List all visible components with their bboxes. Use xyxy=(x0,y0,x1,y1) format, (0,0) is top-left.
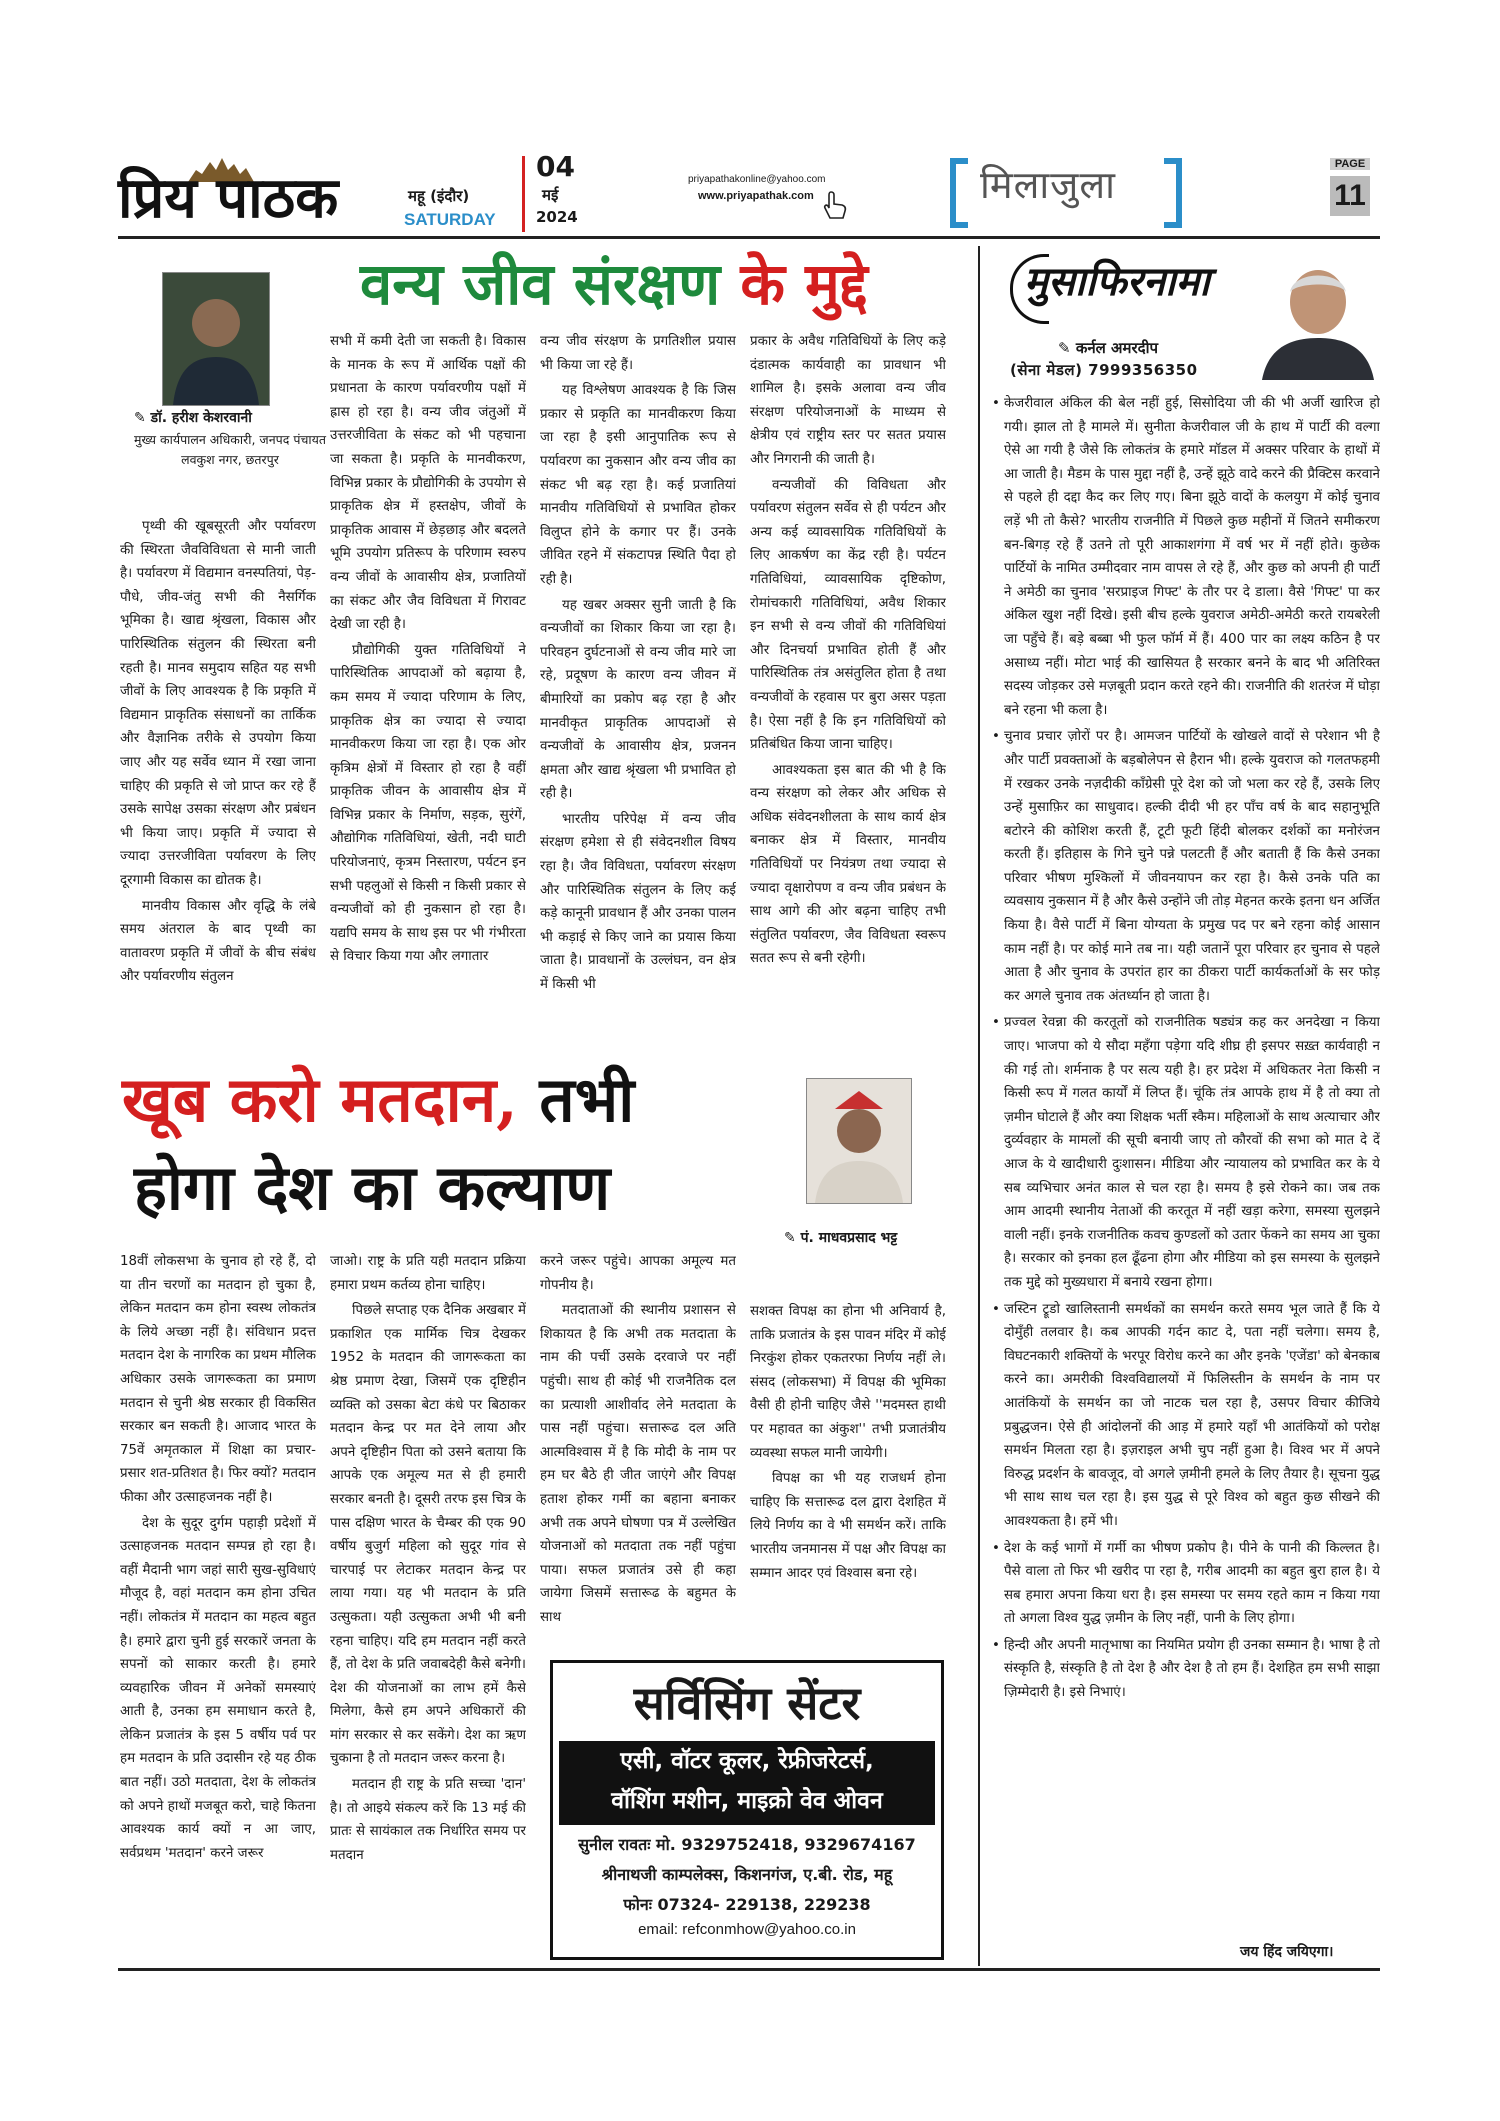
city-label: महू (इंदौर) xyxy=(408,187,470,205)
section-bracket-left xyxy=(950,158,968,228)
article1-headline xyxy=(360,248,868,320)
article1-col2-p1: सभी में कमी देती जा सकती है। विकास के मानक के रूप में आर्थिक पक्षों की प्रधानता के कारण पर्यावरणीय पक्षों में ह्रास हो रहा है। वन्य जीव जंतुओं में उत्तरजीविता के संकट को भी पहचाना जा सकता है। प्रकृति के मानवीकरण, विभिन्न प्रकार के प्रौद्योगिकी के उपयोग से प्राकृतिक क्षेत्र में हस्तक्षेप, जीवों के प्राकृतिक आवास में छेड़छाड़ और बदलते भूमि उपयोग प्रतिरूप के परिणाम स्वरुप वन्य जीवों के आवासीय क्षेत्र, प्रजातियों का संकट और जैव विविधता में गिरावट देखी जा रही है। xyxy=(330,334,526,633)
article2-col1-p2: देश के सुदूर दुर्गम पहाड़ी प्रदेशों में उत्साहजनक मतदान सम्पन्न हो रहा है। वहीं मैदानी भाग जहां सारी सुख-सुविधाएं मौजूद है, वहां मतदान कम होना उचित नहीं। लोकतंत्र में मतदान का महत्व बहुत है। हमारे द्वारा चुनी हुई सरकारें जनता के सपनों को साकार करती है। हमारे व्यवहारिक जीवन में अनेकों समस्याएं आती है, उनका हम समाधान करते है, लेकिन प्रजातंत्र के इस 5 वर्षीय पर्व पर हम मतदान के प्रति उदासीन रहे यह ठीक बात नहीं। उठो मतदाता, देश के लोकतंत्र को अपने हाथों मजबूत करो, चाहे कितना आवश्यक कार्य क्यों न आ जाए, सर्वप्रथम 'मतदान' करने जरूर xyxy=(120,1515,316,1861)
article1-col2-p2: प्रौद्योगिकी युक्त गतिविधियों ने पारिस्थितिक आपदाओं को बढ़ाया है, कम समय में ज्यादा परिणाम के लिए, प्राकृतिक क्षेत्र का ज्यादा से ज्यादा मानवीकरण किया जा रहा है। एक ओर कृत्रिम क्षेत्रों में विस्तार हो रहा है वहीं प्राकृतिक जीवन के आवासीय क्षेत्र में विभिन्न प्रकार के निर्माण, सड़क, सुरंगें, औद्योगिक गतिविधियां, खेती, नदी घाटी परियोजनाएं, कृत्रम निस्तारण, पर्यटन इन सभी पहलुओं से किसी न किसी प्रकार से वन्यजीवों को ही नुकसान हो रहा है। यद्यपि समय के साथ इस पर भी गंभीरता से विचार किया गया और लगातार xyxy=(330,642,526,965)
article1-col1 xyxy=(120,515,316,1055)
footer-rule xyxy=(118,1968,1380,1971)
article2-col3 xyxy=(540,1250,736,1654)
column-author-byline xyxy=(1058,338,1158,358)
article1-col3-p1: वन्य जीव संरक्षण के प्रगतिशील प्रयास भी किया जा रहे हैं। xyxy=(540,334,736,373)
article2-col4-p2: विपक्ष का भी यह राजधर्म होना चाहिए कि सत्तारूढ दल द्वारा देशहित में लिये निर्णय का वे भी समर्थन करें। ताकि भारतीय जनमानस में पक्ष और विपक्ष का सम्मान आदर एवं विश्वास बना रहे। xyxy=(750,1471,946,1581)
masthead-rule xyxy=(118,236,1380,239)
article2-headline-line1 xyxy=(122,1060,634,1140)
column-bullet-5: • देश के कई भागों में गर्मी का भीषण प्रकोप है। पीने के पानी की किल्लत है। पैसे वाला तो फिर भी खरीद पा रहा है, गरीब आदमी का बहुत बुरा हाल है। ये सब हमारा अपना किया धरा है। इस समस्या पर समय रहते काम न किया गया तो अगला विश्व युद्ध ज़मीन के लिए नहीं, पानी के लिए होगा। xyxy=(992,1537,1380,1631)
author-photo-harish xyxy=(162,272,270,406)
ad-contact: सुनील रावतः मो. 9329752418, 9329674167 xyxy=(578,1835,916,1854)
column-bullet-6: • हिन्दी और अपनी मातृभाषा का नियमित प्रयोग ही उनका सम्मान है। भाषा है तो संस्कृति है, संस्कृति है तो देश है और देश है तो हम हैं। देशहित हम सभी साझा ज़िम्मेदारी है। इसे निभाएं। xyxy=(992,1634,1380,1705)
ad-title: सर्विसिंग सेंटर xyxy=(633,1676,861,1730)
article1-col4-p3: आवश्यकता इस बात की भी है कि वन्य संरक्षण को लेकर और अधिक से अधिक संवेदनशीलता के साथ कार्य क्षेत्र बनाकर क्षेत्र में विस्तार, मानवीय गतिविधियों पर नियंत्रण तथा ज्यादा से ज्यादा वृक्षारोपण व वन्य जीव प्रबंधन के साथ आगे की ओर बढ़ना चाहिए तभी संतुलित पर्यावरण, जैव विविधता स्वरूप सतत रूप से बनी रहेगी। xyxy=(750,762,946,967)
article1-col1-p2: मानवीय विकास और वृद्धि के लंबे समय अंतराल के बाद पृथ्वी का वातावरण प्रकृति में जीवों के बीच संबंध और पर्यावरणीय संतुलन xyxy=(120,898,316,985)
article2-headline-line2: होगा देश का कल्याण xyxy=(134,1151,611,1224)
column-title: मुसाफिरनामा xyxy=(1024,258,1210,305)
article1-col3 xyxy=(540,330,736,1054)
article1-headline-green: वन्य जीव संरक्षण xyxy=(360,250,721,318)
page-number: 11 xyxy=(1330,176,1370,216)
article1-col4 xyxy=(750,330,946,1054)
ad-services-line1: एसी, वॉटर कूलर, रेफ्रीजरेटर्स, xyxy=(620,1748,874,1774)
column-body xyxy=(992,392,1380,1940)
ad-email[interactable]: email: refconmhow@yahoo.co.in xyxy=(638,1921,856,1938)
article1-headline-red: के मुद्दे xyxy=(740,250,868,318)
column-bullet-1: • केजरीवाल अंकिल की बेल नहीं हुई, सिसोदिया जी की भी अर्जी खारिज हो गयी। झाल तो है मामले में। सुनीता केजरीवाल जी के हाथ में पार्टी की वल्गा ऐसे आ गयी है जैसे कि लोकतंत्र के हमारे मॉडल में अक्सर परिवार के हाथों में आ जाती है। मैडम के पास मुद्दा नहीं है, उन्हें झूठे वादे करने की प्रैक्टिस करवाने से पहले ही दद्दा कैद कर लिए गए। बिना झूठे वादों के कलयुग में कोई चुनाव लड़ें भी तो कैसे? भारतीय राजनीति में पिछले कुछ महीनों में जितने समीकरण बन-बिगड़ रहे हैं उतने तो पूरी आकाशगंगा में वर्ष भर में नहीं होते। कुछेक पार्टियों के नामित उम्मीदवार नाम वापस ले रहे हैं, और कुछ को अपनी ही पार्टी ने अमेठी का चुनाव 'सरप्राइज गिफ्ट' के तौर पर दे डाला। वैसे 'गिफ्ट' पा कर अंकिल खुश नहीं दिखे। इसी बीच हल्के युवराज अमेठी-अमेठी करते रायबरेली जा पहुँचे हैं। बड़े बब्बा भी फुल फॉर्म में हैं। 400 पार का लक्ष्य कठिन है पर असाध्य नहीं। मोटा भाई की खासियत है सरकार बनने के बाद भी अतिरिक्त सदस्य जोड़कर उसे मज़बूती प्रदान करते रहने की। राजनीति की शतरंज में घोड़ा बने रहना भी कला है। xyxy=(992,392,1380,722)
article2-col4-p1: सशक्त विपक्ष का होना भी अनिवार्य है, ताकि प्रजातंत्र के इस पावन मंदिर में कोई निरकुंश होकर एकतरफा निर्णय नहीं ले। संसद (लोकसभा) में विपक्ष की भूमिका वैसी ही होनी चाहिए जैसे ''मदमस्त हाथी पर महावत का अंकुश'' तभी प्रजातंत्रीय व्यवस्था सफल मानी जायेगी। xyxy=(750,1304,946,1461)
day-label: SATURDAY xyxy=(404,210,496,229)
date-divider xyxy=(522,156,525,232)
email-text: priyapathakonline@yahoo.com xyxy=(688,174,826,185)
article2-col3-p1: करने जरूर पहुंचे। आपका अमूल्य मत गोपनीय है। xyxy=(540,1254,736,1293)
author-byline-harish xyxy=(134,408,324,427)
column-divider xyxy=(978,246,980,1966)
author-title-harish: मुख्य कार्यपालन अधिकारी, जनपद पंचायत लवकुश नगर, छतरपुर xyxy=(133,432,326,467)
article2-col1 xyxy=(120,1250,316,1954)
article2-headline-black: तभी xyxy=(539,1063,635,1136)
date-number: 04 xyxy=(536,150,575,183)
pen-icon: ✎ xyxy=(784,1230,796,1246)
article1-col3-p2: यह विश्लेषण आवश्यक है कि जिस प्रकार से प्रकृति का मानवीकरण किया जा रहा है इसी आनुपातिक रूप से पर्यावरण का नुकसान और वन्य जीव का संकट भी बढ़ रहा है। कई प्रजातियां मानवीय गतिविधियों से प्रभावित होकर विलुप्त होने के कगार पर हैं। उनके जीवित रहने में संकटापन्न स्थिति पैदा हो रही है। xyxy=(540,383,736,587)
article2-col2-p1: जाओ। राष्ट्र के प्रति यही मतदान प्रक्रिया हमारा प्रथम कर्तव्य होना चाहिए। xyxy=(330,1254,526,1293)
ad-address: श्रीनाथजी काम्पलेक्स, किशनगंज, ए.बी. रोड, महू xyxy=(601,1865,893,1884)
website-link[interactable]: www.priyapathak.com xyxy=(698,190,814,202)
article1-col3-p3: यह खबर अक्सर सुनी जाती है कि वन्यजीवों का शिकार किया जा रहा है। परिवहन दुर्घटनाओं से वन्य जीव मारे जा रहे, प्रदूषण के कारण वन्य जीवन में बीमारियों का प्रकोप बढ़ रहा है और मानवीकृत प्राकृतिक आपदाओं से वन्यजीवों के आवासीय क्षेत्र, प्रजनन क्षमता और खाद्य श्रृंखला भी प्रभावित हो रही है। xyxy=(540,597,736,802)
pointer-hand-icon xyxy=(822,190,848,220)
portrait-icon xyxy=(1248,248,1380,380)
service-center-ad xyxy=(550,1660,944,1960)
ad-phone: फोनः 07324- 229138, 229238 xyxy=(623,1895,871,1914)
date-month: मई xyxy=(542,186,559,204)
article2-col2-p3: मतदान ही राष्ट्र के प्रति सच्चा 'दान' है। तो आइये संकल्प करें कि 13 मई की प्रातः से सायंकाल तक निर्धारित समय पर मतदान xyxy=(330,1777,526,1863)
article2-headline-red: खूब करो मतदान, xyxy=(122,1063,518,1136)
author-byline-madhav xyxy=(784,1228,984,1247)
author-name-harish: डॉ. हरीश केशरवानी xyxy=(150,410,252,426)
article2-col2 xyxy=(330,1250,526,1954)
portrait-icon xyxy=(807,1079,911,1203)
column-bullet-3: • प्रज्वल रेवन्ना की करतूतों को राजनीतिक षड्यंत्र कह कर अनदेखा न किया जाए। भाजपा को ये सौदा महँगा पड़ेगा यदि शीघ्र ही इसपर सख़्त कार्यवाही न की गई तो। शर्मनाक है पर सत्य यही है। हर प्रदेश में अधिकतर नेता किसी न किसी रूप में गलत कार्यों में लिप्त हैं। चूंकि तंत्र आपके हाथ में है तो क्या तो ज़मीन घोटाले हैं और क्या शिक्षक भर्ती स्कैम। महिलाओं के साथ अत्याचार और दुर्व्यवहार के मामलों की सूची बनायी जाए तो कौरवों की सभा को मात दे दें आज के ये खादीधारी दुःशासन। मीडिया और न्यायालय को प्रभावित कर के ये सब व्यभिचार अनंत काल से चल रहा है। समय है इसे रोकने का। जब तक आम आदमी स्थानीय नेताओं की करतूत में नहीं खड़ा करेगा, समस्या सुलझने वाली नहीं। इनके राजनीतिक कवच कुण्डलों को उतार फेंकने का समय आ चुका है। सरकार को इनका हल ढूँढना होगा और मीडिया को इस समस्या के सुलझने तक मुद्दे को मुख्यधारा में बनाये रखना होगा। xyxy=(992,1011,1380,1294)
portrait-icon xyxy=(163,273,269,405)
article1-col4-p1: प्रकार के अवैध गतिविधियों के लिए कड़े दंडात्मक कार्यवाही का प्रावधान भी शामिल है। इसके अलावा वन्य जीव संरक्षण परियोजनाओं के माध्यम से क्षेत्रीय एवं राष्ट्रीय स्तर पर सतत प्रयास और निगरानी की जाती है। xyxy=(750,334,946,467)
column-author-sub: (सेना मेडल) 7999356350 xyxy=(1010,361,1198,379)
column-author-name: कर्नल अमरदीप xyxy=(1075,339,1158,357)
section-bracket-right xyxy=(1164,158,1182,228)
author-photo-madhav xyxy=(806,1078,912,1204)
page-label: PAGE xyxy=(1330,158,1370,170)
author-name-madhav: पं. माधवप्रसाद भट्ट xyxy=(800,1230,898,1246)
brand-name: प्रिय पाठक xyxy=(118,165,339,231)
author-photo-amardeep xyxy=(1248,248,1380,380)
column-signoff: जय हिंद जयिएगा। xyxy=(1240,1944,1334,1960)
column-bullet-4: • जस्टिन ट्रूडो खालिस्तानी समर्थकों का समर्थन करते समय भूल जाते हैं कि ये दोमुँही तलवार है। कब आपकी गर्दन काट दे, पता नहीं चलेगा। समय है, विघटनकारी शक्तियों के भरपूर विरोध करने का और इनके 'एजेंडा' को बेनकाब करने का। अमरीकी विश्वविद्यालयों में फिलिस्तीन के समर्थन के नाम पर आतंकियों के समर्थन का जो नाटक चल रहा है, उसपर विचार कीजिये प्रबुद्धजन। ऐसे ही आंदोलनों की आड़ में हमारे यहाँ भी आतंकियों को परोक्ष समर्थन मिलता रहा है। इज़राइल अभी चुप नहीं हुआ है। विश्व भर में अपने विरुद्ध प्रदर्शन के बावजूद, वो अगले ज़मीनी हमले के लिए तैयार है। सूचना युद्ध भी साथ साथ चल रहा है। इस युद्ध से पूरे विश्व को बहुत कुछ सीखने की आवश्यकता है। हमें भी। xyxy=(992,1298,1380,1534)
masthead xyxy=(118,152,1380,234)
article1-col2 xyxy=(330,330,526,1054)
article1-col1-p1: पृथ्वी की खूबसूरती और पर्यावरण की स्थिरता जैवविविधता से मानी जाती है। पर्यावरण में विद्यमान वनस्पतियां, पेड़-पौधे, जीव-जंतु सभी की नैसर्गिक भूमिका है। खाद्य श्रृंखला, विकास और पारिस्थितिक संतुलन की स्थिरता बनी रहती है। मानव समुदाय सहित यह सभी जीवों के लिए आवश्यक है कि प्रकृति में विद्यमान प्राकृतिक संसाधनों का तार्किक और वैज्ञानिक तरीके से उपयोग किया जाए और यह सर्वेव ध्यान में रखा जाना चाहिए की प्रकृति से जो प्राप्त कर रहे हैं उसके सापेक्ष उसका संरक्षण और प्रबंधन भी किया जाए। प्रकृति में ज्यादा से ज्यादा उत्तरजीविता पर्यावरण के लिए दूरगामी विकास का द्योतक है। xyxy=(120,519,316,888)
column-bullet-2: • चुनाव प्रचार ज़ोरों पर है। आमजन पार्टियों के खोखले वादों से परेशान भी है और पार्टी प्रवक्ताओं के बड़बोलेपन से हैरान भी। हल्के युवराज को गलतफहमी में रखकर उनके नज़दीकी कॉंग्रेसी पूरे देश को जो भला कर रहे हैं, उसके लिए उन्हें मुसाफ़िर का साधुवाद। हल्की दीदी भी हर पाँच वर्ष के बाद सहानुभूति बटोरने की कोशिश करती हैं, टूटी फूटी हिंदी बोलकर दर्शकों का मनोरंजन करती हैं। इतिहास के गिने चुने पन्ने पलटती हैं और बताती हैं कि कैसे उनका परिवार भीषण मुश्किलों में जीवनयापन कर रहा है। कैसे उनके पति का व्यवसाय नुकसान में है और कैसे उन्होंने जी तोड़ मेहनत करके इतना धन अर्जित किया है। वैसे पार्टी में बिना योग्यता के प्रमुख पद पर बने रहना कोई आसान काम नहीं है। पर कोई माने तब ना। यही जतानें पूरा परिवार हर चुनाव से पहले आता है और चुनाव के उपरांत हार का ठीकरा पार्टी कार्यकर्ताओं के सर फोड़ कर अगले चुनाव तक अंतर्ध्यान हो जाता है। xyxy=(992,725,1380,1008)
article2-col2-p2: पिछले सप्ताह एक दैनिक अखबार में प्रकाशित एक मार्मिक चित्र देखकर 1952 के मतदान की जागरूकता का श्रेष्ठ प्रमाण देखा, जिसमें एक दृष्टिहीन व्यक्ति को उसका बेटा कंधे पर बिठाकर मतदान केन्द्र पर मत देने लाया और अपने दृष्टिहीन पिता को उसने बताया कि आपके एक अमूल्य मत से ही हमारी सरकार बनती है। दूसरी तरफ इस चित्र के पास दक्षिण भारत के चैम्बर की एक 90 वर्षीय बुजुर्ग महिला को सुदूर गांव से चारपाई पर लेटाकर मतदान केन्द्र पर लाया गया। यह भी मतदान के प्रति उत्सुकता। यही उत्सुकता अभी भी बनी रहना चाहिए। यदि हम मतदान नहीं करते हैं, तो देश के प्रति जवाबदेही कैसे बनेगी। देश की योजनाओं का लाभ हमें कैसे मिलेगा, कैसे हम अपने अधिकारों की मांग सरकार से कर सकेंगे। देश का ऋण चुकाना है तो मतदान जरूर करना है। xyxy=(330,1303,526,1767)
article1-col4-p2: वन्यजीवों की विविधता और पर्यावरण संतुलन सर्वेव से ही पर्यटन और अन्य कई व्यावसायिक गतिविधियों के लिए आकर्षण का केंद्र रही है। पर्यटन गतिविधियां, व्यावसायिक दृष्टिकोण, रोमांचकारी गतिविधियां, अवैध शिकार इन सभी से वन्य जीवों की गतिविधियां और दिनचर्या प्रभावित होती हैं और पारिस्थितिक तंत्र असंतुलित होता है तथा वन्यजीवों के रहवास पर बुरा असर पड़ता है। ऐसा नहीं है कि इन गतिविधियों को प्रतिबंधित किया जाना चाहिए। xyxy=(750,477,946,753)
section-title: मिलाजुला xyxy=(980,163,1116,207)
ad-services-line2: वॉशिंग मशीन, माइक्रो वेव ओवन xyxy=(611,1788,883,1814)
pen-icon: ✎ xyxy=(134,410,146,426)
date-year: 2024 xyxy=(536,208,578,226)
article1-col3-p4: भारतीय परिपेक्ष में वन्य जीव संरक्षण हमेशा से ही संवेदनशील विषय रहा है। जैव विविधता, पर्यावरण संरक्षण और पारिस्थितिक संतुलन के लिए कई कड़े कानूनी प्रावधान हैं और उनका पालन भी कड़ाई से किए जाने का प्रयास किया जाता है। प्रावधानों के उल्लंघन, वन क्षेत्र में किसी भी xyxy=(540,811,736,993)
article2-col3-p2: मतदाताओं की स्थानीय प्रशासन से शिकायत है कि अभी तक मतदाता के नाम की पर्ची उसके दरवाजे पर नहीं पहुंची। साथ ही कोई भी राजनैतिक दल का प्रत्याशी आशीर्वाद लेने मतदाता के पास नहीं पहुंचा। सत्तारूढ दल अति आत्मविश्वास में है कि मोदी के नाम पर हम घर बैठे ही जीत जाएंगे और विपक्ष हताश होकर गर्मी का बहाना बनाकर अभी तक अपने घोषणा पत्र में उल्लेखित योजनाओं को मतदाता तक नहीं पहुंचा पाया। सफल प्रजातंत्र उसे ही कहा जायेगा जिसमें सत्तारूढ के बहुमत के साथ xyxy=(540,1303,736,1625)
article2-col1-p1: 18वीं लोकसभा के चुनाव हो रहे हैं, दो या तीन चरणों का मतदान हो चुका है, लेकिन मतदान कम होना स्वस्थ लोकतंत्र के लिये अच्छा नहीं है। संविधान प्रदत्त मतदान देश के नागरिक का प्रथम मौलिक अधिकार उसके जागरूकता का प्रमाण मतदान से चुनी श्रेष्ठ सरकार ही विकसित सरकार बन सकती है। आजाद भारत के 75वें अमृतकाल में शिक्षा का प्रचार-प्रसार शत-प्रतिशत है। फिर क्यों? मतदान फीका और उत्साहजनक नहीं है। xyxy=(120,1254,316,1505)
column-title-box xyxy=(1010,248,1210,326)
pen-icon: ✎ xyxy=(1058,339,1071,357)
article2-col4 xyxy=(750,1300,946,1654)
brand-logo xyxy=(118,152,358,234)
ad-services-box xyxy=(559,1741,935,1825)
